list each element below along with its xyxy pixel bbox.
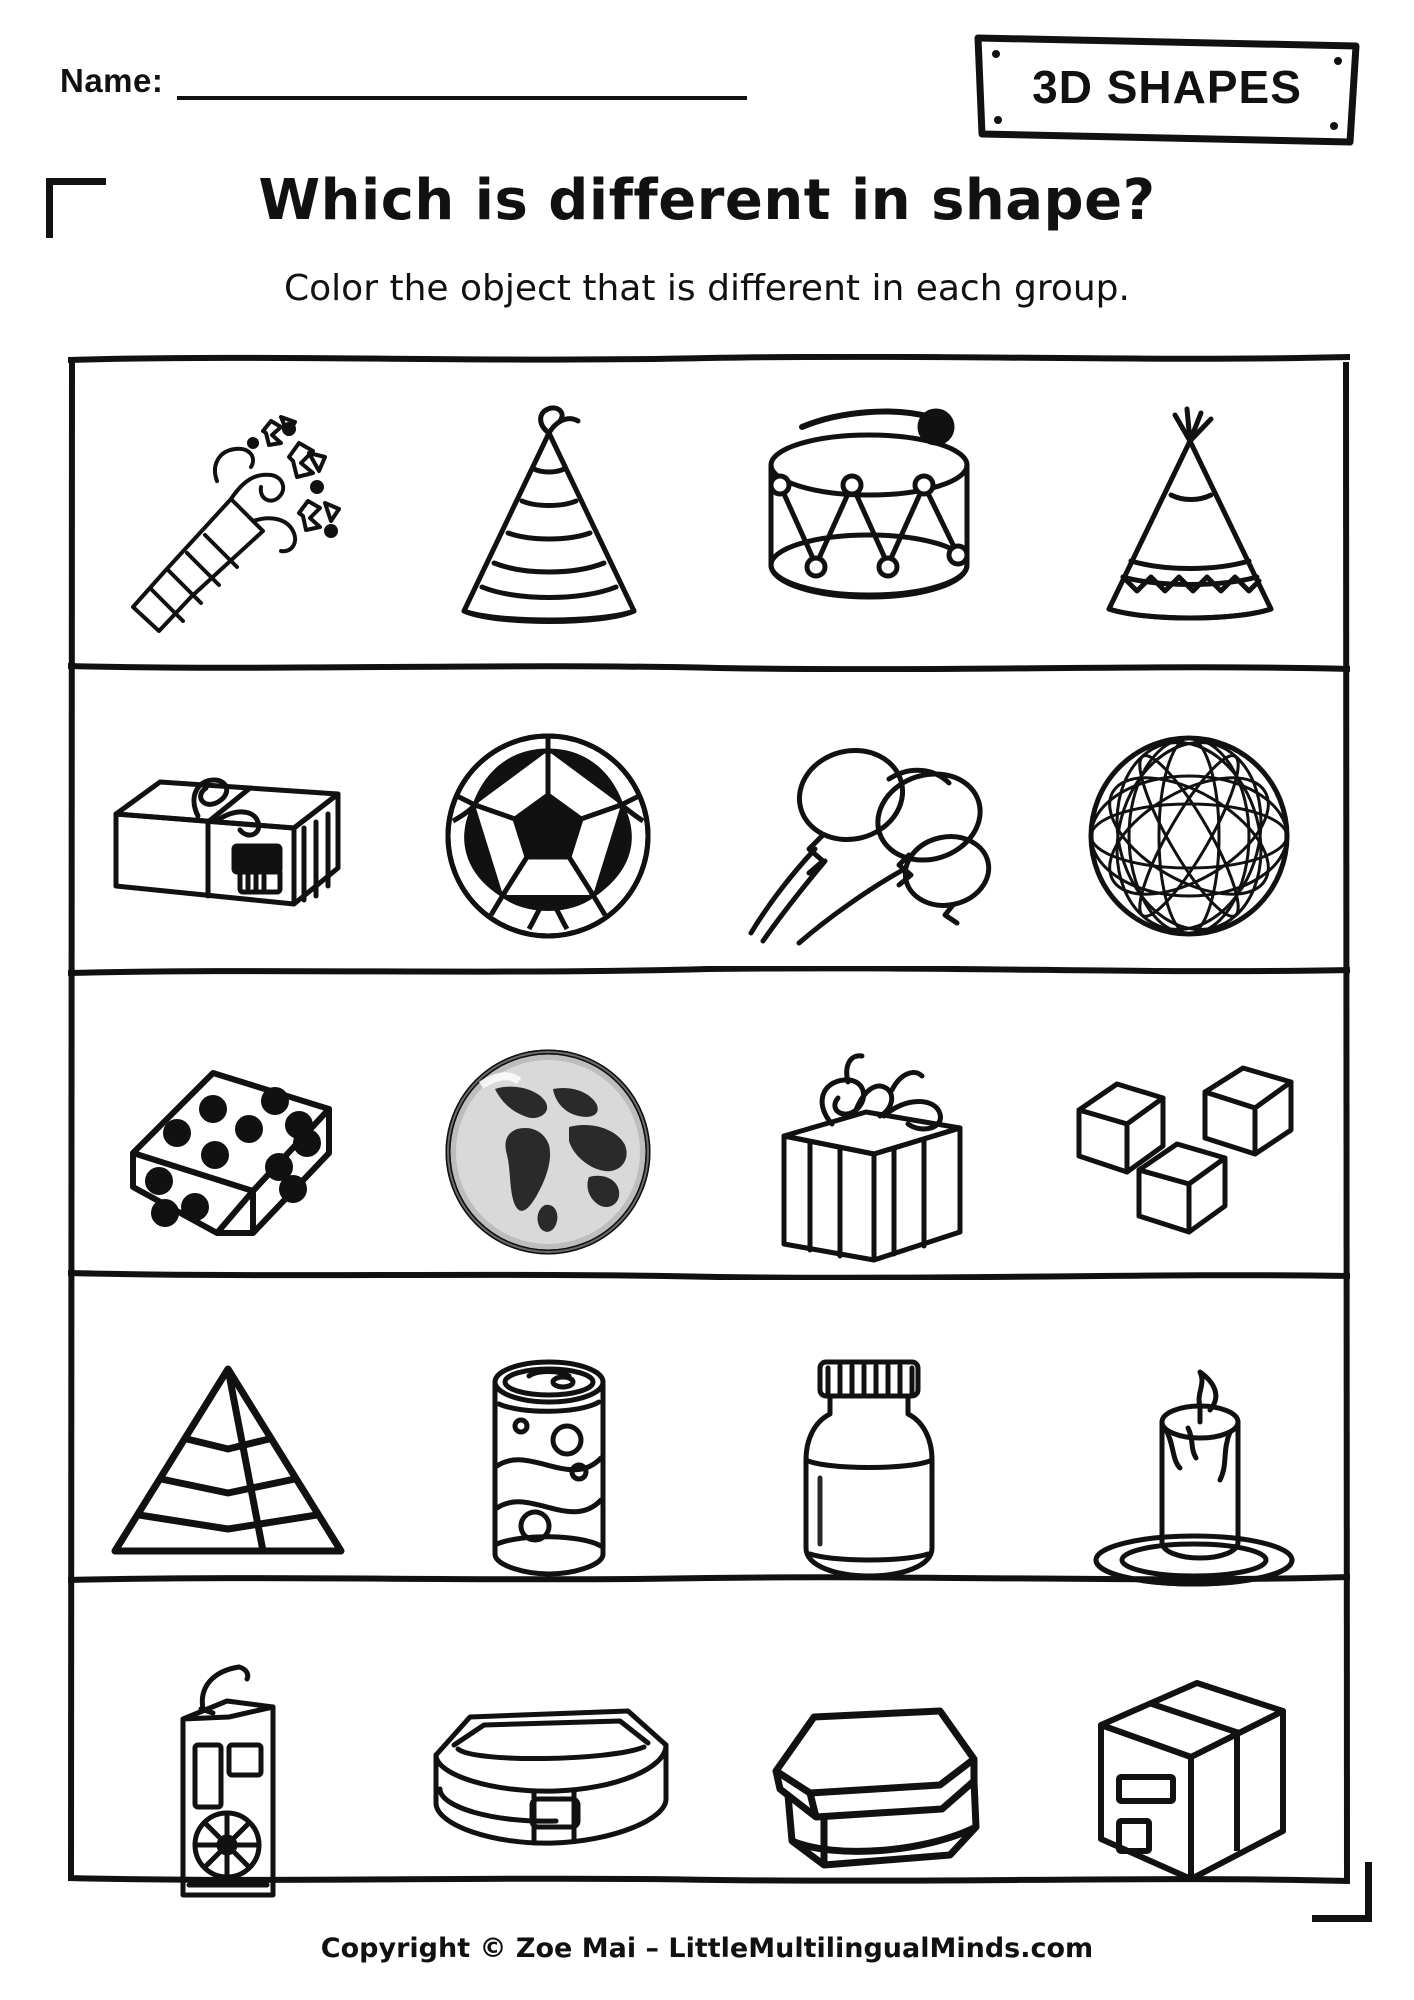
item-teepee-tent[interactable] (1030, 362, 1351, 678)
name-label: Name: (60, 62, 164, 99)
badge-3d-shapes (972, 30, 1362, 150)
worksheet-rows (68, 362, 1350, 1882)
item-dice[interactable] (68, 994, 389, 1310)
table-row (68, 362, 1350, 678)
soccer-ball-icon (441, 729, 656, 944)
juice-box-icon (143, 1659, 313, 1909)
item-glass-jar[interactable] (709, 1310, 1030, 1626)
balloons-icon (739, 721, 999, 951)
item-drum[interactable] (709, 362, 1030, 678)
item-party-popper[interactable] (68, 362, 389, 678)
lunch-box-icon (414, 1689, 684, 1879)
cardboard-box-icon (1075, 1669, 1305, 1899)
table-row (68, 678, 1350, 994)
soda-can-icon (459, 1348, 639, 1588)
party-popper-icon (103, 395, 353, 645)
item-gift-box[interactable] (68, 678, 389, 994)
gift-box-with-bow-icon (744, 1032, 994, 1272)
dice-icon (103, 1037, 353, 1267)
badge-title: 3D SHAPES (1032, 61, 1302, 113)
table-row (68, 1310, 1350, 1626)
item-balloons[interactable] (709, 678, 1030, 994)
table-row (68, 994, 1350, 1310)
page-subtitle: Color the object that is different in each group. (284, 268, 1130, 309)
item-earth-globe[interactable] (389, 994, 710, 1310)
footer-copyright: Copyright © Zoe Mai – LittleMultilingualMinds.com (320, 1933, 1094, 1964)
item-soccer-ball[interactable] (389, 678, 710, 994)
string-ball-icon (1082, 729, 1297, 944)
drum-icon (744, 405, 994, 635)
item-string-ball-globe[interactable] (1030, 678, 1351, 994)
shoe-box-icon (744, 1689, 994, 1879)
page-title: Which is different in shape? (258, 168, 1156, 233)
item-soda-can[interactable] (389, 1310, 710, 1626)
item-sugar-cubes[interactable] (1030, 994, 1351, 1310)
item-cardboard-box[interactable] (1030, 1626, 1351, 1942)
item-gift-box-with-bow[interactable] (709, 994, 1030, 1310)
party-hat-icon (434, 395, 664, 645)
item-party-hat[interactable] (389, 362, 710, 678)
item-shoe-box[interactable] (709, 1626, 1030, 1942)
gift-box-icon (98, 736, 358, 936)
earth-globe-icon (441, 1045, 656, 1260)
sugar-cubes-icon (1065, 1052, 1315, 1252)
item-pyramid[interactable] (68, 1310, 389, 1626)
pyramid-icon (103, 1353, 353, 1583)
candle-on-plate-icon (1070, 1348, 1310, 1588)
table-row (68, 1626, 1350, 1942)
name-field-row (60, 62, 747, 100)
teepee-tent-icon (1075, 395, 1305, 645)
name-input-line[interactable] (177, 66, 747, 100)
item-juice-box[interactable] (68, 1626, 389, 1942)
item-lunch-box[interactable] (389, 1626, 710, 1942)
glass-jar-icon (774, 1348, 964, 1588)
item-candle-on-plate[interactable] (1030, 1310, 1351, 1626)
